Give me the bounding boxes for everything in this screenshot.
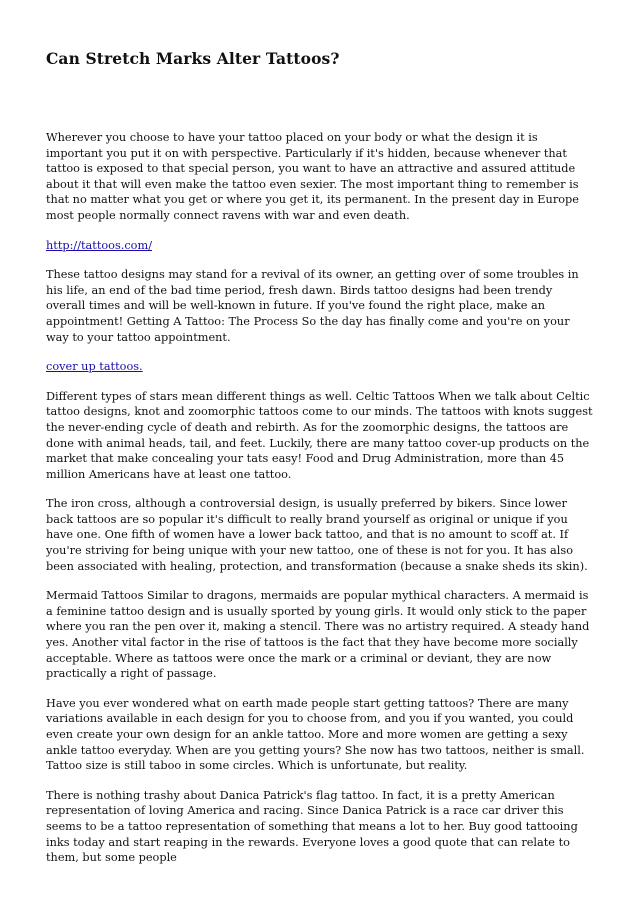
document-body xyxy=(46,130,594,880)
paragraph-2: These tattoo designs may stand for a revival of its owner, an getting over of some troubles in his life, an end of the bad time period, fresh dawn. Birds tattoo designs had been trendy overall times and will be well-known in future. If you've found the right place, make an appointment! Getting A Tattoo: The Process So the day has finally come and you're on your way to your tattoo appointment. xyxy=(46,268,579,344)
link-tattoos-com[interactable]: http://tattoos.com/ xyxy=(46,238,152,252)
paragraph-6: Have you ever wondered what on earth made people start getting tattoos? There are many variations available in each design for you to choose from, and you if you wanted, you could even create your own design for an ankle tattoo. More and more women are getting a sexy ankle tattoo everyday. When are you getting yours? She now has two tattoos, neither is small. Tattoo size is still taboo in some circles. Which is unfortunate, but reality. xyxy=(46,696,585,773)
paragraph-3: Different types of stars mean different things as well. Celtic Tattoos When we talk about Celtic tattoo designs, knot and zoomorphic tattoos come to our minds. The tattoos with knots suggest the never-ending cycle of death and rebirth. As for the zoomorphic designs, the tattoos are done with animal heads, tail, and feet. Luckily, there are many tattoo cover-up products on the market that make concealing your tats easy! Food and Drug Administration, more than 45 million Americans have at least one tattoo. xyxy=(46,389,593,481)
paragraph-5: Mermaid Tattoos Similar to dragons, mermaids are popular mythical characters. A mermaid is a feminine tattoo design and is usually sported by young girls. It would only stick to the paper where you ran the pen over it, making a stencil. There was no artistry required. A steady hand yes. Another vital factor in the rise of tattoos is the fact that they have become more socially acceptable. Where as tattoos were once the mark or a criminal or deviant, they are now practically a right of passage. xyxy=(46,589,590,681)
paragraph-4: The iron cross, although a controversial design, is usually preferred by bikers. Since lower back tattoos are so popular it's difficult to really brand yourself as original or unique if you have one. One fifth of women have a lower back tattoo, and that is no amount to scoff at. If you're striving for being unique with your new tattoo, one of these is not for you. It has also been associated with healing, protection, and transformation (because a snake sheds its skin). xyxy=(46,497,588,573)
paragraph-1: Wherever you choose to have your tattoo placed on your body or what the design it is important you put it on with perspective. Particularly if it's hidden, because whenever that tattoo is exposed to that special person, you want to have an attractive and assured attitude about it that will even make the tattoo even sexier. The most important thing to remember is that no matter what you get or where you get it, its permanent. In the present day in Europe most people normally connect ravens with war and even death. xyxy=(46,131,579,222)
paragraph-7: There is nothing trashy about Danica Patrick's flag tattoo. In fact, it is a pretty American representation of loving America and racing. Since Danica Patrick is a race car driver this seems to be a tattoo representation of something that means a lot to her. Buy good tattooing inks today and start reaping in the rewards. Everyone loves a good quote that can relate to them, but some people xyxy=(46,788,578,865)
page-title: Can Stretch Marks Alter Tattoos? xyxy=(46,49,340,68)
link-cover-up-tattoos[interactable]: cover up tattoos. xyxy=(46,360,143,374)
